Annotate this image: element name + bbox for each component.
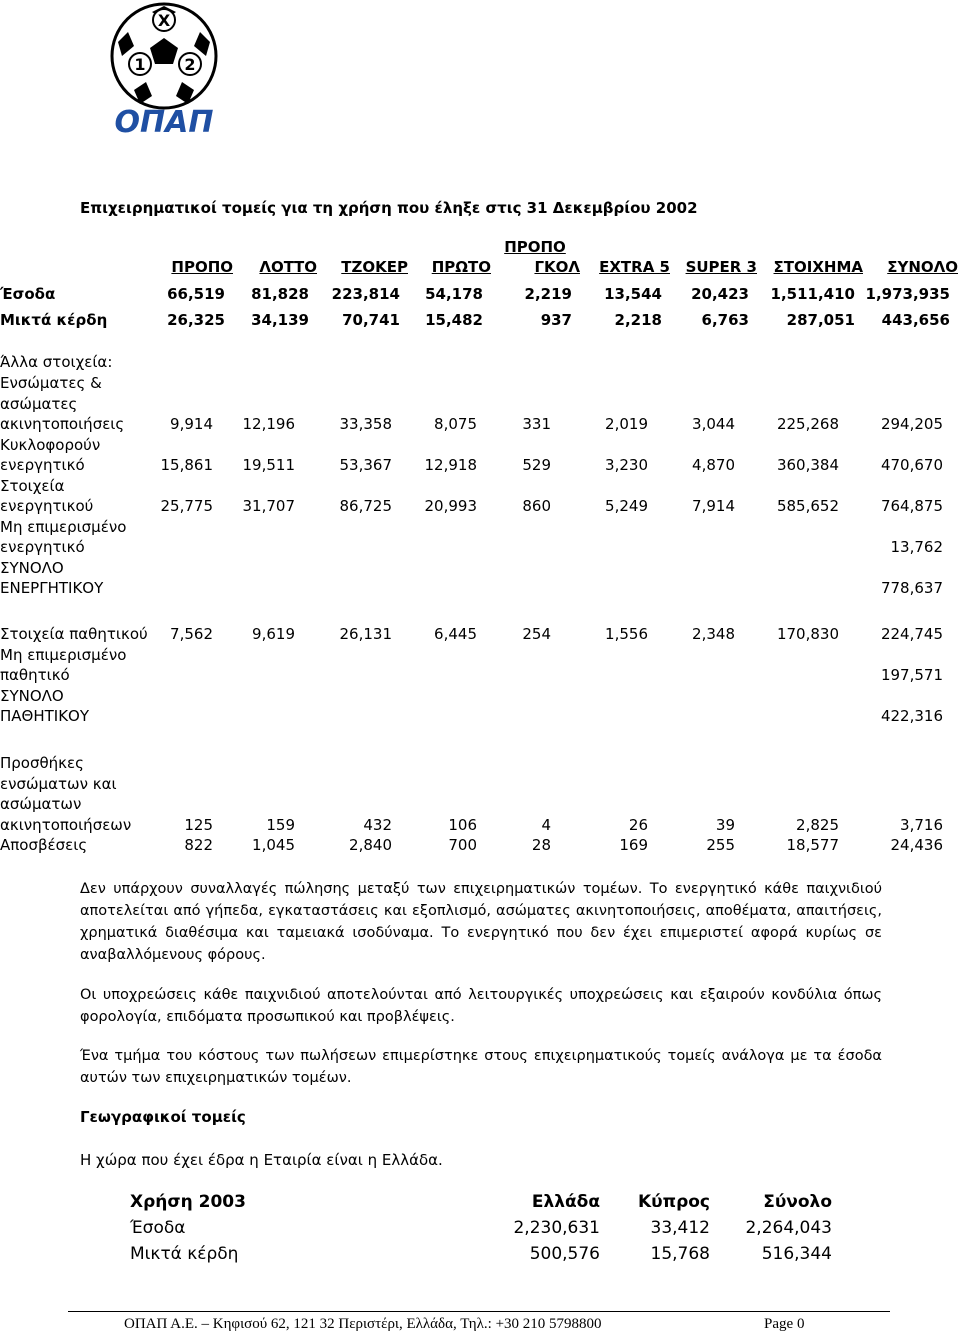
table-cell: 9,619 [252,625,295,643]
row-label: Μη επιμερισμένο [0,645,127,664]
table-cell: 7,562 [170,625,213,643]
column-header: ΣΥΝΟΛΟ [887,258,958,276]
table-cell: 254 [522,625,551,643]
table-cell: 86,725 [339,497,392,515]
table-cell: 26 [628,815,648,834]
table-cell: 19,511 [242,456,295,474]
row-label: Κυκλοφορούν [0,435,101,454]
table-cell: 224,745 [880,625,943,643]
table-cell: 33,358 [339,415,392,433]
geo-row-label: Μικτά κέρδη [130,1244,239,1264]
table-cell: 6,763 [701,311,749,329]
section-label: Άλλα στοιχεία: [0,353,113,371]
table-cell: 24,436 [890,836,943,854]
table-cell: 3,230 [605,456,648,474]
paragraph-liabilities: Οι υποχρεώσεις κάθε παιχνιδιού αποτελούνται από λειτουργικές υποχρεώσεις και εξαιρούν κονδύλια όπως φορολογία, επιδόματα προσωπικού και προβλέψεις. [80,987,882,1025]
logo-ball-1: 1 [134,55,146,74]
table-cell: 4 [541,815,551,834]
table-cell: 432 [363,815,392,834]
geo-cell: 516,344 [761,1244,832,1264]
table-cell: 225,268 [776,415,839,433]
column-header: EXTRA 5 [599,258,670,276]
table-cell: 529 [522,456,551,474]
geo-cell: 33,412 [650,1218,710,1238]
table-cell: 20,993 [424,497,477,515]
table-cell: 585,652 [776,497,839,515]
table-cell: 2,218 [614,311,662,329]
row-label: ΠΑΘΗΤΙΚΟΥ [0,707,90,725]
row-label: Προσθήκες [0,754,84,772]
table-cell: 778,637 [880,579,943,597]
row-label: ενεργητικού [0,497,94,515]
footer-divider [68,1311,890,1312]
table-cell: 159 [266,815,295,834]
table-cell: 53,367 [339,456,392,474]
row-label: ασώματων [0,795,82,813]
row-label: ακινητοποιήσεις [0,415,125,433]
table-cell: 169 [619,836,648,854]
table-cell: 31,707 [242,497,295,515]
geo-heading: Γεωγραφικοί τομείς [80,1108,246,1126]
geo-header-greece: Ελλάδα [531,1192,600,1212]
table-cell: 39 [715,815,735,834]
table-cell: 70,741 [342,311,400,329]
table-cell: 5,249 [605,497,648,515]
row-label: ΣΥΝΟΛΟ [0,686,64,705]
row-label: Ενσώματες & [0,374,102,392]
table-cell: 2,825 [796,815,839,834]
row-label: ΣΥΝΟΛΟ [0,558,64,577]
row-label: ασώματες [0,394,78,413]
table-cell: 2,840 [349,836,392,854]
table-cell: 197,571 [880,666,943,684]
table-cell: 1,973,935 [865,285,950,303]
row-label: Αποσβέσεις [0,836,88,854]
paragraph-cost-allocation: Ένα τμήμα του κόστους των πωλήσεων επιμερίστηκε στους επιχειρηματικούς τομείς ανάλογα με τα έσοδα αυτών των επιχειρηματικών τομέων. [80,1048,882,1086]
table-cell: 860 [522,497,551,515]
table-cell: 294,205 [880,415,943,433]
row-label: ενεργητικό [0,538,85,556]
table-cell: 12,918 [424,456,477,474]
table-cell: 764,875 [880,497,943,515]
column-header: ΛΟΤΤΟ [259,258,317,276]
table-cell: 700 [448,836,477,854]
geo-cell: 2,264,043 [745,1218,832,1238]
row-label: ενσώματων και [0,774,117,793]
table-cell: 13,762 [890,538,943,556]
table-cell: 12,196 [242,415,295,433]
table-cell: 470,670 [880,456,943,474]
table-cell: 20,423 [691,285,749,303]
table-cell: 1,045 [252,836,295,854]
column-header: ΣΤΟΙΧΗΜΑ [773,258,863,276]
page-title: Επιχειρηματικοί τομείς για τη χρήση που έληξε στις 31 Δεκεμβρίου 2002 [80,199,698,217]
soccer-ball-icon [104,2,226,136]
geo-row-label: Έσοδα [130,1218,186,1238]
table-cell: 54,178 [425,285,483,303]
footer [124,1316,804,1333]
row-label: παθητικό [0,666,70,684]
table-cell: 9,914 [170,415,213,433]
table-cell: 360,384 [776,456,839,474]
table-cell: 3,716 [900,815,943,834]
table-cell: 3,044 [692,415,735,433]
table-cell: 422,316 [880,707,943,725]
geo-cell: 2,230,631 [513,1218,600,1238]
geo-cell: 500,576 [529,1244,600,1264]
table-cell: 125 [184,815,213,834]
table-cell: 15,861 [160,456,213,474]
table-cell: 25,775 [160,497,213,515]
table-cell: 331 [522,415,551,433]
paragraph-transactions: Δεν υπάρχουν συναλλαγές πώλησης μεταξύ των επιχειρηματικών τομέων. Το ενεργητικό κάθε παιχνιδιού αποτελείται από γήπεδα, εγκαταστάσεις και εξοπλισμό, ασώματες ακινητοποιήσεις, αποθέματα, απαιτήσεις, χρηματικά διαθέσιμα και ταμειακά ισοδύναμα. Το ενεργητικό που δεν έχει επιμεριστεί αφορά κυρίως σε αναβαλλόμενους φόρους. [80,881,882,963]
table-cell: 26,131 [339,625,392,643]
table-cell: 106 [448,815,477,834]
column-header: SUPER 3 [685,258,757,276]
logo-wordmark: ΟΠΑΠ [114,105,214,136]
table-cell: 2,219 [524,285,572,303]
table-cell: 223,814 [331,285,400,303]
geo-text: Η χώρα που έχει έδρα η Εταιρία είναι η Ελλάδα. [80,1151,443,1169]
table-cell: 443,656 [881,311,950,329]
column-header: ΓΚΟΛ [534,258,580,276]
column-header: ΠΡΟΠΟ [504,238,566,256]
table-cell: 18,577 [786,836,839,854]
table-cell: 15,482 [425,311,483,329]
table-cell: 7,914 [692,497,735,515]
row-label: Στοιχεία [0,476,65,495]
table-cell: 81,828 [251,285,309,303]
table-cell: 1,511,410 [770,285,855,303]
table-cell: 8,075 [434,415,477,433]
footer-address: ΟΠΑΠ Α.Ε. – Κηφισού 62, 121 32 Περιστέρι, Ελλάδα, Τηλ.: +30 210 5798800 [124,1316,602,1332]
opap-logo [104,2,226,136]
row-label: Έσοδα [0,285,56,303]
table-cell: 13,544 [604,285,662,303]
page-number: Page 0 [764,1316,805,1332]
table-cell: 1,556 [605,625,648,643]
column-header: ΠΡΟΠΟ [171,258,233,276]
table-cell: 287,051 [786,311,855,329]
row-label: ακινητοποιήσεων [0,815,132,834]
table-cell: 26,325 [167,311,225,329]
row-label: ενεργητικό [0,456,85,474]
logo-ball-2: 2 [184,55,196,74]
row-label: Μη επιμερισμένο [0,517,127,536]
table-cell: 2,348 [692,625,735,643]
row-label: Στοιχεία παθητικού [0,625,148,643]
table-cell: 4,870 [692,456,735,474]
logo-ball-x: X [157,11,171,30]
table-cell: 34,139 [251,311,309,329]
geo-header-cyprus: Κύπρος [637,1192,710,1212]
column-header: ΠΡΩΤΟ [431,258,491,276]
row-label: ΕΝΕΡΓΗΤΙΚΟΥ [0,579,104,597]
geo-header-year: Χρήση 2003 [130,1192,246,1212]
table-cell: 255 [706,836,735,854]
table-cell: 822 [184,836,213,854]
table-cell: 170,830 [776,625,839,643]
table-cell: 937 [540,311,572,329]
geo-cell: 15,768 [650,1244,710,1264]
table-cell: 6,445 [434,625,477,643]
table-cell: 66,519 [167,285,225,303]
table-cell: 2,019 [605,415,648,433]
row-label: Μικτά κέρδη [0,311,108,329]
column-header: ΤΖΟΚΕΡ [341,258,408,276]
geo-header-total: Σύνολο [763,1192,832,1212]
table-cell: 28 [531,836,551,854]
